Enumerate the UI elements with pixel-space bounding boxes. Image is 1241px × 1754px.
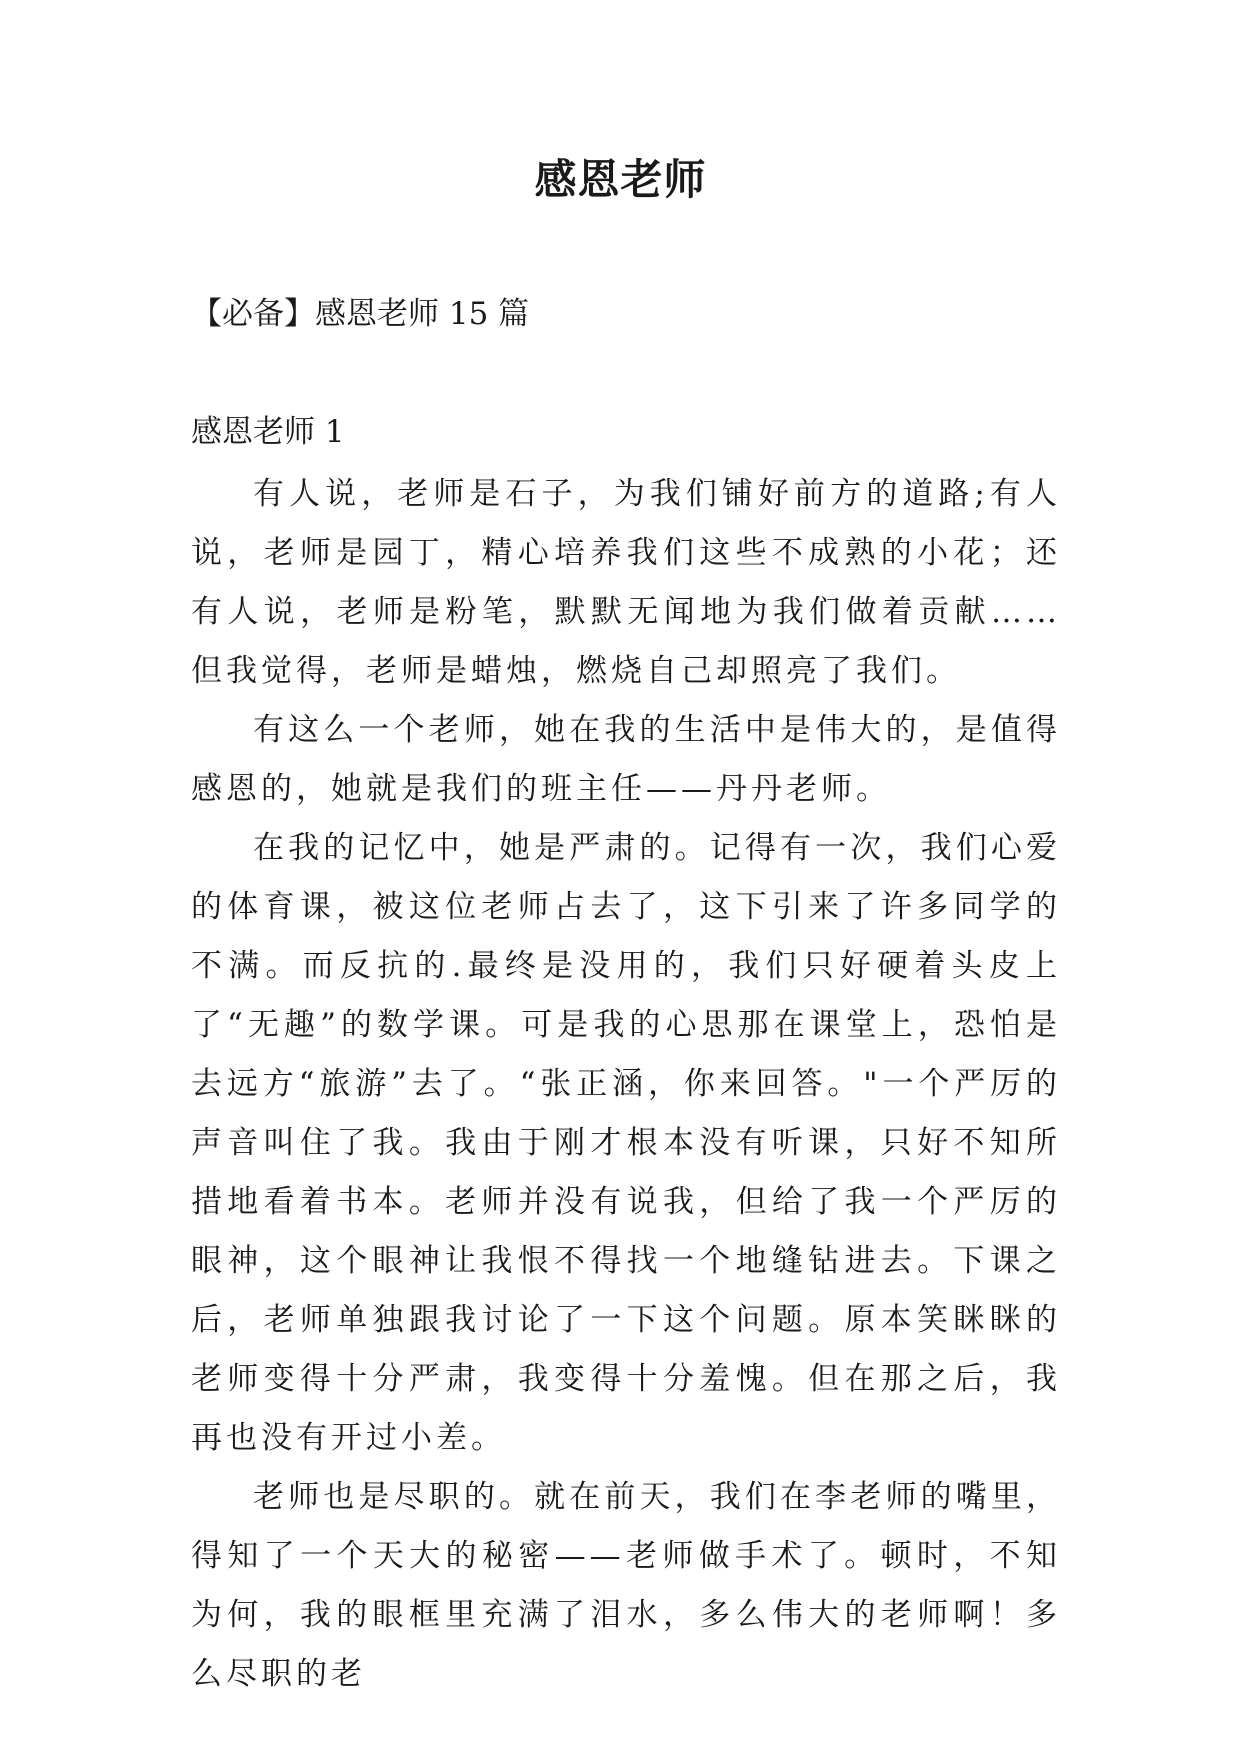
paragraph-3: 在我的记忆中，她是严肃的。记得有一次，我们心爱的体育课，被这位老师占去了，这下引来了许多同学的不满。而反抗的.最终是没用的，我们只好硬着头皮上了“无趣”的数学课。可是我的心思那在课堂上，恐怕是去远方“旅游”去了。“张正涵，你来回答。"一个严厉的声音叫住了我。我由于刚才根本没有听课，只好不知所措地看着书本。老师并没有说我，但给了我一个严厉的眼神，这个眼神让我恨不得找一个地缝钻进去。下课之后，老师单独跟我讨论了一下这个问题。原本笑眯眯的老师变得十分严肃，我变得十分羞愧。但在那之后，我再也没有开过小差。 xyxy=(191,830,1061,1456)
document-subtitle: 【必备】感恩老师 15 篇 xyxy=(191,296,530,332)
paragraph-2: 有这么一个老师，她在我的生活中是伟大的，是值得感恩的，她就是我们的班主任——丹丹老师。 xyxy=(191,712,1061,807)
article-body xyxy=(191,465,1061,1704)
section-heading: 感恩老师 1 xyxy=(191,414,345,450)
document-title: 感恩老师 xyxy=(534,155,707,204)
paragraph-1: 有人说，老师是石子，为我们铺好前方的道路;有人说，老师是园丁，精心培养我们这些不成熟的小花；还有人说，老师是粉笔，默默无闻地为我们做着贡献……但我觉得，老师是蜡烛，燃烧自己却照亮了我们。 xyxy=(191,476,1061,689)
paragraph-4: 老师也是尽职的。就在前天，我们在李老师的嘴里，得知了一个天大的秘密——老师做手术了。顿时，不知为何，我的眼框里充满了泪水，多么伟大的老师啊！多么尽职的老 xyxy=(191,1479,1061,1692)
